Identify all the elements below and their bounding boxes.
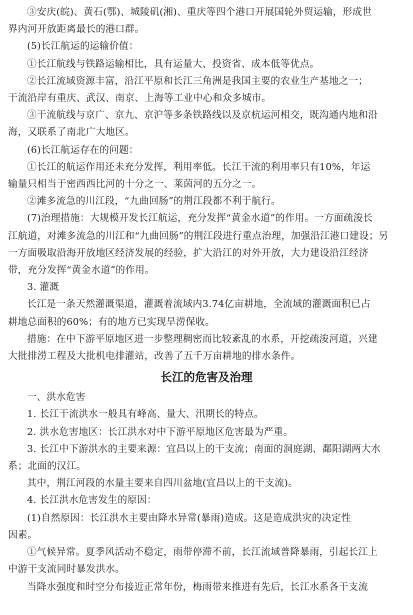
paragraph-line: 2. 洪水危害地区：长江洪水对中下游平原地区危害最为严重。 [27,426,293,438]
paragraph-line: 大批排涝工程及大批机电排灌站，改善了五千万亩耕地的排水条件。 [8,351,301,363]
paragraph-line: 1. 长江干流洪水一般具有峰高、量大、汛期长的特点。 [27,409,264,421]
paragraph-line: 干流沿岸有重庆、武汉、南京、上海等工业中心和众多城市。 [8,93,272,105]
paragraph-line: ③干流航线与京广、京九、京沪等多条铁路线以及京杭运河相交，既沟通内地和沿 [27,110,378,122]
paragraph-line: 4. 长江洪水危害发生的原因： [27,495,157,507]
section-title: 长江的危害及治理 [160,370,253,385]
paragraph-line: 3. 灌溉 [27,282,60,294]
paragraph-line: 输量只相当于密西西比河的十分之一、莱茵河的五分之一。 [8,179,262,191]
paragraph-line: 一、洪水危害 [27,392,86,404]
paragraph-line: (5)长江航运的运输价值： [27,41,139,53]
paragraph-line: 系；北面的汉江。 [8,461,86,473]
paragraph-line: 带，充分发挥“黄金水道”的作用。 [8,265,155,277]
paragraph-line: ①长江航线与铁路运输相比，具有运量大、投资省、成本低等优点。 [27,58,320,70]
paragraph-line: ①长江的航运作用还未充分发挥，利用率低。长江干流的利用率只有10%，年运 [27,161,371,173]
paragraph-line: 其中，荆江河段的水量主要来自四川盆地(宜昌以上的干支流)。 [27,478,298,490]
paragraph-line: 海，又联系了南北广大地区。 [8,127,135,139]
paragraph-line: (1)自然原因：长江洪水主要由降水异常(暴雨)造成。这是造成洪灾的决定性 [27,512,351,524]
paragraph-line: 江航道，对滩多流急的川江和“九曲回肠”的荆江段进行重点治理，加强沿江港口建设；另 [8,230,389,242]
paragraph-line: 因素。 [8,529,38,541]
paragraph-line: 3. 长江中下游洪水的主要来源：宜昌以上的干支流；南面的洞庭湖、鄱阳湖两大水 [27,443,381,455]
paragraph-line: 界内河开放距离最长的港口群。 [8,24,145,36]
paragraph-line: ②长江流域资源丰富，沿江平原和长江三角洲是我国主要的农业生产基地之一； [27,75,369,87]
paragraph-line: 长江是一条天然灌溉渠道，灌溉着流域内3.74亿亩耕地，全流域的灌溉面积已占 [27,299,371,311]
text-block-transport-irrigation [8,4,405,365]
paragraph-line: 措施：在中下游平原地区进一步整理稠密而比较紊乱的水系，开挖疏浚河道，兴建 [27,333,378,345]
text-block-flood-hazards [8,389,405,595]
paragraph-line: 中游干支流同时暴发洪水。 [8,564,125,576]
paragraph-line: (6)长江航运存在的问题： [27,144,139,156]
paragraph-line: 当降水强度和时空分布接近正常年份，梅雨带来推进有先后，长江水系各干支流 [27,581,369,593]
paragraph-line: ②滩多流急的川江段，“九曲回肠”的荆江段都不利于航行。 [27,196,281,208]
paragraph-line: 一方面吸取沿海开放地区经济发展的经验，扩大沿江的对外开放，大力建设沿江经济 [8,247,369,259]
paragraph-line: 耕地总面积的60%；有的地方已实现旱涝保收。 [8,316,215,328]
paragraph-line: ③安庆(皖)、黄石(鄂)、城陵矶(湘)、重庆等四个港口开展国轮外贸运输，形成世 [27,7,372,18]
paragraph-line: (7)治理措施：大规模开发长江航运，充分发挥“黄金水道”的作用。一方面疏浚长 [27,213,373,225]
paragraph-line: ①气候异常。夏季风活动不稳定，雨带停滞不前，长江流域普降暴雨，引起长江上 [27,547,378,559]
